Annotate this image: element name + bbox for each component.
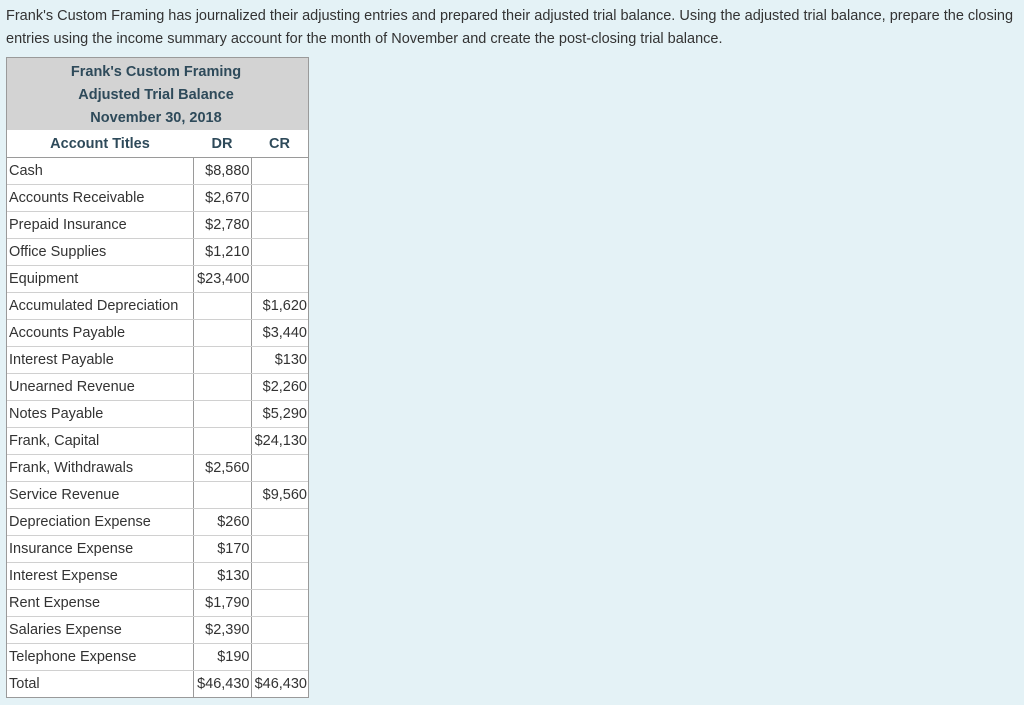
account-title-cell: Interest Payable (7, 347, 193, 374)
account-title-cell: Equipment (7, 266, 193, 293)
account-title-cell: Prepaid Insurance (7, 212, 193, 239)
debit-cell (193, 293, 251, 320)
account-title-cell: Telephone Expense (7, 644, 193, 671)
table-row (7, 185, 308, 212)
statement-date: November 30, 2018 (90, 110, 222, 126)
credit-cell: $1,620 (251, 293, 308, 320)
debit-cell: $1,210 (193, 239, 251, 266)
table-row (7, 509, 308, 536)
credit-cell (251, 509, 308, 536)
dr-header: DR (193, 130, 251, 158)
statement-title: Adjusted Trial Balance (78, 87, 234, 103)
credit-cell: $3,440 (251, 320, 308, 347)
credit-cell (251, 158, 308, 185)
credit-cell (251, 563, 308, 590)
account-title-cell: Office Supplies (7, 239, 193, 266)
table-row (7, 158, 308, 185)
table-row (7, 239, 308, 266)
debit-cell: $1,790 (193, 590, 251, 617)
credit-cell: $9,560 (251, 482, 308, 509)
debit-cell: $2,560 (193, 455, 251, 482)
debit-cell: $190 (193, 644, 251, 671)
debit-cell: $8,880 (193, 158, 251, 185)
company-name: Frank's Custom Framing (70, 64, 242, 80)
table-row (7, 563, 308, 590)
table-row (7, 617, 308, 644)
table-row (7, 536, 308, 563)
table-row (7, 644, 308, 671)
table-row (7, 266, 308, 293)
account-title-cell: Accumulated Depreciation (7, 293, 193, 320)
account-title-cell: Accounts Payable (7, 320, 193, 347)
debit-cell (193, 374, 251, 401)
account-title-cell: Salaries Expense (7, 617, 193, 644)
debit-cell: $130 (193, 563, 251, 590)
account-title-cell: Frank, Withdrawals (7, 455, 193, 482)
credit-cell: $5,290 (251, 401, 308, 428)
account-title-cell: Cash (7, 158, 193, 185)
debit-cell: $2,670 (193, 185, 251, 212)
question-text: Frank's Custom Framing has journalized their adjusting entries and prepared their adjusted trial balance. Using the adjusted trial balance, prepare the closing entries using the income summary account for the month of November and create the post-closing trial balance. (6, 8, 1014, 47)
table-row (7, 293, 308, 320)
account-title-cell: Insurance Expense (7, 536, 193, 563)
account-title-cell: Unearned Revenue (7, 374, 193, 401)
total-credit: $46,430 (254, 676, 307, 692)
account-titles-header: Account Titles (7, 130, 193, 158)
credit-cell (251, 644, 308, 671)
credit-cell (251, 536, 308, 563)
table-row (7, 455, 308, 482)
debit-cell (193, 428, 251, 455)
table-row (7, 401, 308, 428)
debit-cell: $2,390 (193, 617, 251, 644)
table-row (7, 482, 308, 509)
credit-cell (251, 617, 308, 644)
credit-cell (251, 212, 308, 239)
trial-balance-header (7, 58, 308, 130)
credit-cell (251, 455, 308, 482)
debit-cell (193, 347, 251, 374)
account-title-cell: Accounts Receivable (7, 185, 193, 212)
credit-cell (251, 239, 308, 266)
credit-cell: $130 (251, 347, 308, 374)
debit-cell (193, 482, 251, 509)
table-row (7, 590, 308, 617)
cr-header: CR (251, 130, 308, 158)
table-row (7, 320, 308, 347)
trial-balance-body (7, 158, 308, 698)
table-row (7, 374, 308, 401)
account-title-cell: Rent Expense (7, 590, 193, 617)
trial-balance-table (7, 130, 308, 697)
credit-cell: $24,130 (251, 428, 308, 455)
account-title-cell: Frank, Capital (7, 428, 193, 455)
debit-cell: $2,780 (193, 212, 251, 239)
credit-cell (251, 185, 308, 212)
debit-cell (193, 320, 251, 347)
debit-cell (193, 401, 251, 428)
debit-cell: $170 (193, 536, 251, 563)
account-title-cell: Depreciation Expense (7, 509, 193, 536)
total-debit: $46,430 (193, 671, 251, 698)
account-title-cell: Service Revenue (7, 482, 193, 509)
adjusted-trial-balance (6, 57, 309, 698)
credit-cell (251, 266, 308, 293)
debit-cell: $23,400 (193, 266, 251, 293)
total-label: Total (7, 671, 193, 698)
table-row (7, 428, 308, 455)
account-title-cell: Interest Expense (7, 563, 193, 590)
account-title-cell: Notes Payable (7, 401, 193, 428)
credit-cell (251, 590, 308, 617)
total-row (7, 671, 308, 698)
table-row (7, 212, 308, 239)
table-header-row (7, 130, 308, 158)
credit-cell: $2,260 (251, 374, 308, 401)
table-row (7, 347, 308, 374)
debit-cell: $260 (193, 509, 251, 536)
